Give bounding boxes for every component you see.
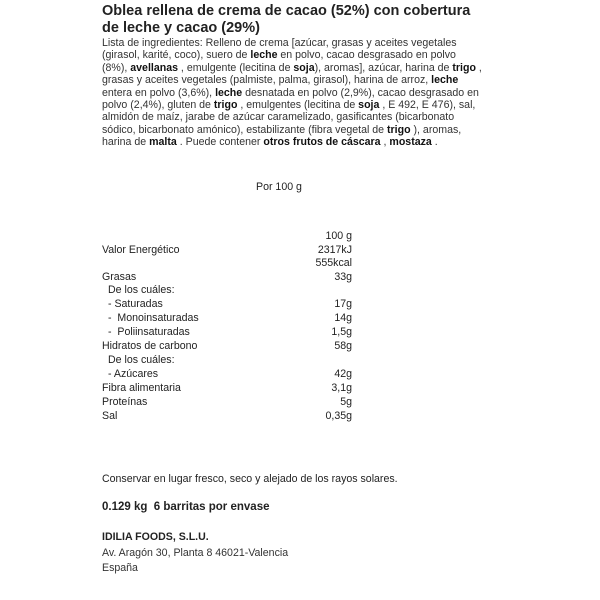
nutrition-polyunsaturated: [102, 326, 362, 339]
allergen-text: trigo: [452, 61, 476, 74]
nutrition-protein: [102, 396, 362, 409]
allergen-text: soja: [293, 61, 315, 74]
company-name: IDILIA FOODS, S.L.U.: [102, 531, 209, 543]
allergen-text: otros frutos de cáscara: [263, 136, 381, 149]
nutrition-fibre: [102, 382, 362, 395]
allergen-text: soja: [358, 99, 380, 112]
storage-instructions: Conservar en lugar fresco, seco y alejado de los rayos solares.: [102, 473, 398, 485]
nutrient-value: 2317kJ: [317, 244, 352, 256]
nutrient-label: Proteínas: [102, 396, 148, 408]
ingredient-text: Lista de ingredientes: Relleno de crema [azúcar, grasas y aceites vegetales (girasol, karité, coco), suero de: [102, 37, 457, 62]
net-content: 0.129 kg 6 barritas por envase: [102, 501, 270, 513]
nutrient-value: 555kcal: [315, 257, 352, 269]
nutrient-label: Grasas: [102, 271, 137, 283]
allergen-text: malta: [149, 136, 177, 149]
nutrition-fat: [102, 271, 362, 284]
ingredient-text: entera en polvo (3,6%),: [102, 86, 216, 99]
nutrient-label: De los cuáles:: [108, 284, 175, 296]
ingredient-text: , emulgente (lecitina de: [177, 61, 294, 74]
ingredient-text: desnatada en polvo (2,9%), cacao desgrasado en polvo (2,4%), gluten de: [102, 86, 479, 112]
ingredient-text: en polvo, cacao desgrasado en polvo (8%),: [102, 49, 456, 74]
nutrition-salt: [102, 410, 362, 423]
company-address: Av. Aragón 30, Planta 8 46021-Valencia: [102, 547, 289, 559]
allergen-text: avellanas: [130, 61, 178, 74]
nutrient-label: - Poliinsaturadas: [108, 326, 190, 338]
allergen-text: leche: [215, 86, 243, 99]
ingredient-text: , emulgentes (lecitina de: [237, 99, 359, 112]
company-country: España: [102, 562, 138, 574]
ingredient-text: ), aromas, harina de: [102, 123, 462, 149]
nutrient-value: 3,1g: [331, 382, 352, 394]
nutrition-carbohydrates: [102, 340, 362, 353]
nutrition-header-100g: [102, 230, 362, 243]
ingredient-text: , E 492, E 476), sal, almidón de maíz, jarabe de azúcar caramelizado, gasificantes (bicarbonato sódico, bicarbonato amónico), estabilizante (fibra vegetal de: [102, 99, 476, 136]
nutrient-label: - Saturadas: [108, 298, 163, 310]
ingredient-text: . Puede contener: [176, 136, 264, 149]
nutrient-label: - Monoinsaturadas: [108, 312, 199, 324]
nutrient-label: Valor Energético: [102, 244, 180, 256]
allergen-text: leche: [250, 49, 278, 62]
allergen-text: mostaza: [389, 136, 432, 149]
nutrient-label: De los cuáles:: [108, 354, 175, 366]
nutrient-value: 58g: [334, 340, 352, 352]
nutrient-label: - Azúcares: [108, 368, 159, 380]
nutrition-energy-kcal: [102, 257, 362, 270]
product-title: Oblea rellena de crema de cacao (52%) con cobertura de leche y cacao (29%): [102, 3, 471, 36]
ingredient-text: ,: [380, 136, 390, 149]
ingredient-text: , grasas y aceites vegetales (palmiste, palma, girasol), harina de arroz,: [102, 61, 482, 87]
allergen-text: trigo: [387, 123, 411, 136]
nutrient-value: 14g: [334, 312, 352, 324]
ingredient-text: ), aromas], azúcar, harina de: [314, 61, 453, 74]
nutrient-value: 33g: [334, 271, 352, 283]
nutrition-energy-kj: [102, 244, 362, 257]
nutrient-label: Hidratos de carbono: [102, 340, 198, 352]
nutrient-value: 0,35g: [325, 410, 352, 422]
nutrition-monounsaturated: [102, 312, 362, 325]
allergen-text: trigo: [213, 99, 238, 112]
nutrient-value: 5g: [340, 396, 352, 408]
ingredients-list: [102, 37, 482, 149]
nutrient-label: Fibra alimentaria: [102, 382, 181, 394]
nutrition-fat-of-which: [102, 284, 362, 297]
nutrient-value: 100 g: [325, 230, 352, 242]
nutrient-value: 17g: [334, 298, 352, 310]
nutrition-carbs-of-which: [102, 354, 362, 367]
nutrient-value: 1,5g: [331, 326, 352, 338]
nutrition-sugars: [102, 368, 362, 381]
nutrition-per-label: Por 100 g: [256, 181, 302, 193]
nutrient-value: 42g: [334, 368, 352, 380]
ingredient-text: .: [431, 136, 438, 149]
allergen-text: leche: [431, 74, 459, 87]
nutrition-saturated: [102, 298, 362, 311]
nutrient-label: Sal: [102, 410, 118, 422]
